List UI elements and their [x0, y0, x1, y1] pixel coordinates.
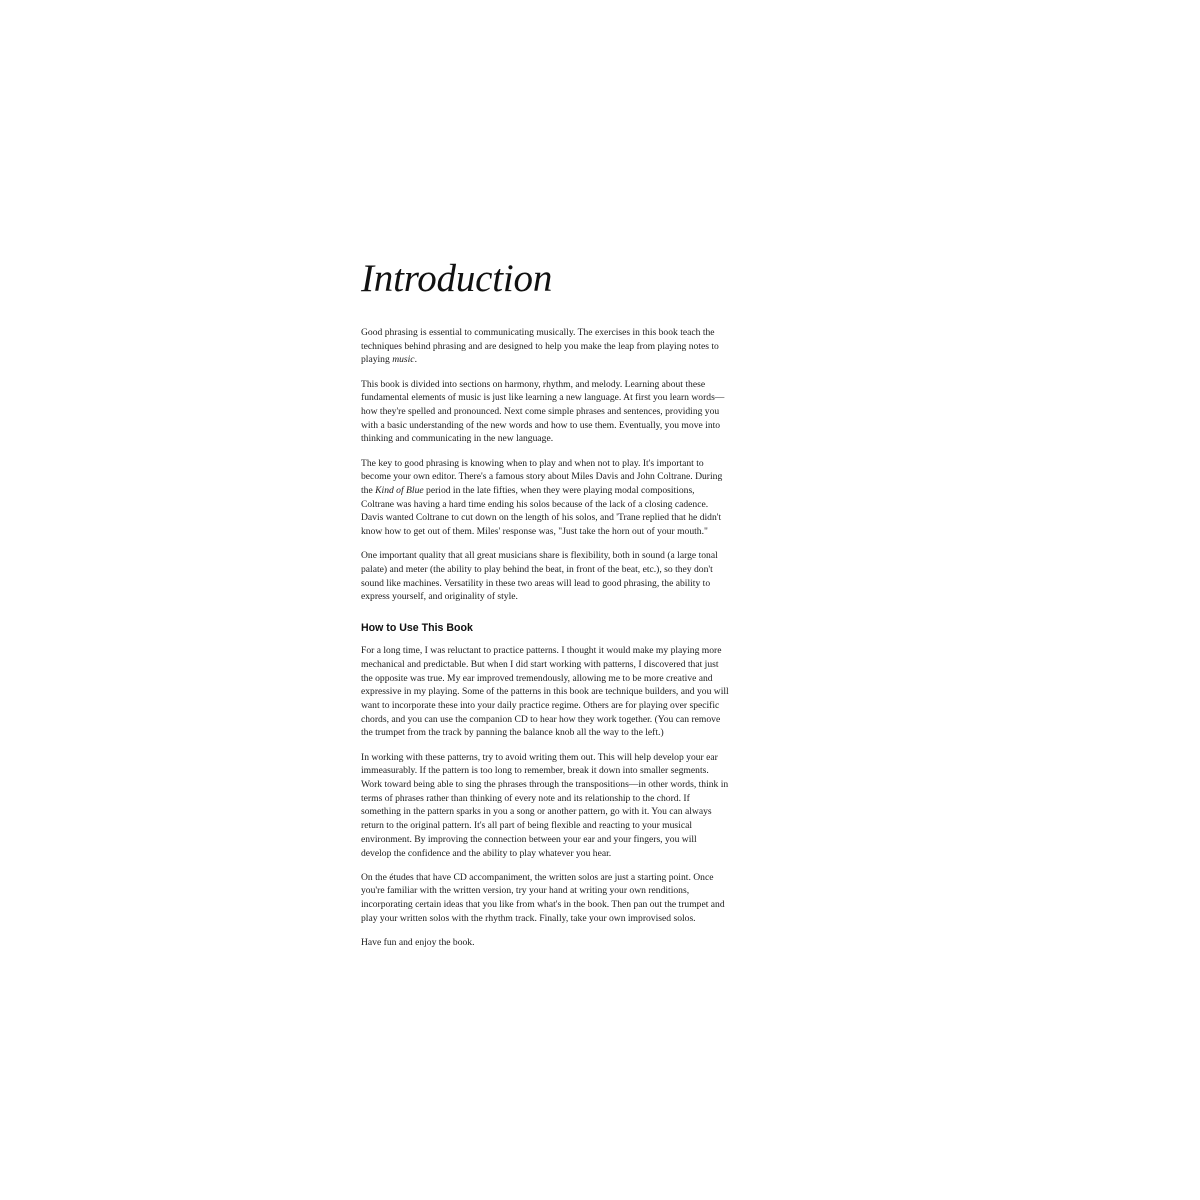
intro-paragraph-1: [361, 326, 729, 367]
paragraph-text: .: [414, 354, 417, 366]
section-heading: How to Use This Book: [361, 622, 473, 635]
section-paragraph-3: On the études that have CD accompaniment, the written solos are just a starting point. Once you're familiar with the written version, try your hand at writing your own renditions, incorporating certain ideas that you like from what's in the book. Then pan out the trumpet and play your written solos with the rhythm track. Finally, take your own improvised solos.: [361, 871, 725, 924]
page-content: [361, 258, 729, 960]
section-paragraph-2: In working with these patterns, try to avoid writing them out. This will help develop your ear immeasurably. If the pattern is too long to remember, break it down into smaller segments. Work toward being able to sing the phrases through the transpositions—in other words, think in terms of phrases rather than thinking of every note and its relationship to the chord. If something in the pattern sparks in you a song or another pattern, go with it. You can always return to the original pattern. It's all part of being flexible and reacting to your musical environment. By improving the connection between your ear and your fingers, you will develop the confidence and the ability to play whatever you hear.: [361, 751, 729, 859]
paragraph-text: The key to good phrasing is knowing when to play and when not to play. It's important to become your own editor. There's a famous story about Miles Davis and John Coltrane. During the: [361, 457, 723, 497]
intro-paragraph-3: [361, 457, 729, 539]
emphasized-text: music: [392, 354, 415, 366]
section-paragraph-4: Have fun and enjoy the book.: [361, 937, 475, 949]
album-title: Kind of Blue: [375, 485, 424, 497]
section-paragraph-1: For a long time, I was reluctant to practice patterns. I thought it would make my playing more mechanical and predictable. But when I did start working with patterns, I discovered that just the opposite was true. My ear improved tremendously, allowing me to be more creative and expressive in my playing. Some of the patterns in this book are technique builders, and you will want to incorporate these into your daily practice regime. Others are for playing over specific chords, and you can use the companion CD to hear how they work together. (You can remove the trumpet from the track by panning the balance knob all the way to the left.): [361, 645, 729, 739]
paragraph-text: period in the late fifties, when they were playing modal compositions, Coltrane was having a hard time ending his solos because of the lack of a closing cadence. Davis wanted Coltrane to cut down on the length of his solos, and 'Trane replied that he didn't know how to get out of them. Miles' response was, "Just take the horn out of your mouth.": [361, 485, 722, 538]
intro-paragraph-4: One important quality that all great musicians share is flexibility, both in sound (a large tonal palate) and meter (the ability to play behind the beat, in front of the beat, etc.), so they don't sound like machines. Versatility in these two areas will lead to good phrasing, the ability to express yourself, and originality of style.: [361, 550, 718, 603]
paragraph-text: Good phrasing is essential to communicating musically. The exercises in this book teach the techniques behind phrasing and are designed to help you make the leap from playing notes to playing: [361, 327, 719, 366]
intro-paragraph-2: This book is divided into sections on harmony, rhythm, and melody. Learning about these fundamental elements of music is just like learning a new language. At first you learn words—how they're spelled and pronounced. Next come simple phrases and sentences, providing you with a basic understanding of the new words and how to use them. Eventually, you move into thinking and communicating in the new language.: [361, 378, 725, 445]
chapter-title: Introduction: [361, 257, 553, 300]
